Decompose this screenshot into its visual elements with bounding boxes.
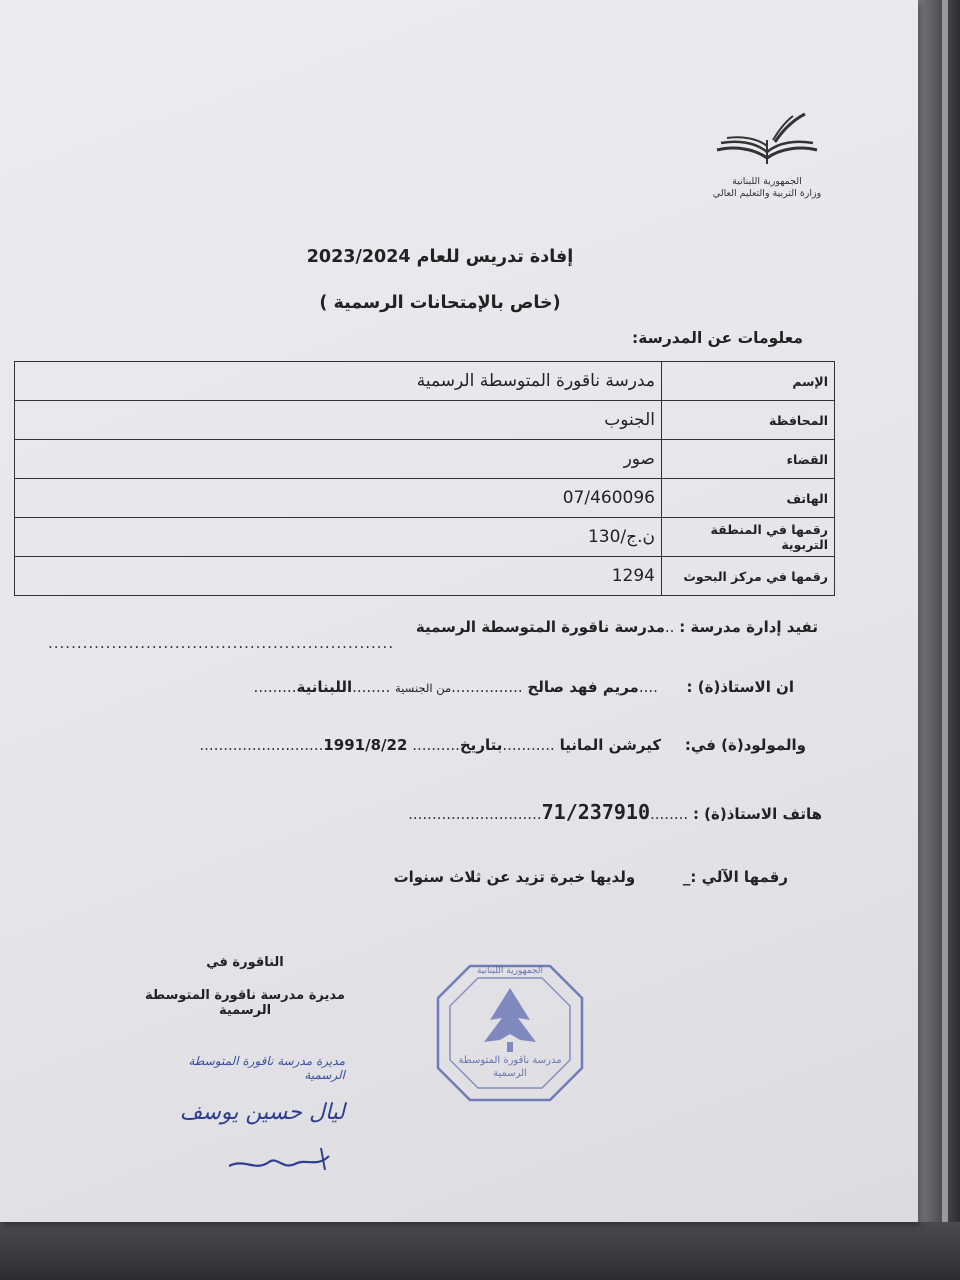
row-value: الجنوب [15,401,662,440]
birth-place: كيرشن المانيا [559,736,662,754]
row-value: مدرسة ناقورة المتوسطة الرسمية [15,362,662,401]
row-label: القضاء [662,440,835,479]
document-subtitle: (خاص بالإمتحانات الرسمية ) [319,293,561,313]
birth-line: والمولود(ة) في: كيرشن المانيا ...........بتاريخ.......... 1991/8/22.......................... [199,736,806,754]
cedar-seal-icon [430,958,590,1108]
phone-line: هاتف الاستاذ(ة) : ........71/237910............................ [408,800,822,824]
principal-signature [145,1090,345,1185]
teacher-name: مريم فهد صالح [527,678,639,696]
signature-scribble-icon [225,1144,335,1180]
ministry-name: وزارة التربية والتعليم العالي [712,188,822,199]
principal-stamp-text: مديرة مدرسة ناقورة المتوسطة الرسمية [188,1054,345,1082]
republic-name: الجمهورية اللبنانية [732,176,802,187]
school-line-label: تفيد إدارة مدرسة : [679,618,818,636]
row-value: 07/460096 [15,479,662,518]
row-value: صور [15,440,662,479]
school-line-dots: ............................................................ [48,634,395,652]
table-row [15,557,835,596]
school-line-value: مدرسة ناقورة المتوسطة الرسمية [415,618,665,636]
row-label: الهاتف [662,479,835,518]
school-info-table [14,361,835,596]
birth-line-label: والمولود(ة) في: [684,736,806,754]
teacher-line-label: ان الاستاذ(ة) : [686,678,794,696]
table-row [15,440,835,479]
experience-text: ولديها خبرة تزيد عن ثلاث سنوات [393,868,636,886]
school-seal [430,958,590,1108]
table-row [15,479,835,518]
auto-number-label: رقمها الآلي :_ [682,868,788,886]
school-line: تفيد إدارة مدرسة : ..مدرسة ناقورة المتوسطة الرسمية [415,618,818,636]
seal-top-text: الجمهورية اللبنانية [476,966,544,976]
birth-date-label: بتاريخ [459,736,503,754]
table-row [15,401,835,440]
nationality-label: من الجنسية [395,681,452,695]
row-label: رقمها في المنطقة التربوية [662,518,835,557]
teacher-line: ان الاستاذ(ة) : ....مريم فهد صالح ...............من الجنسية ........اللبنانية......... [253,678,794,696]
document-title: إفادة تدريس للعام 2023/2024 [306,247,574,267]
background-floor [0,1222,960,1280]
row-label: الإسم [662,362,835,401]
open-book-logo-icon [713,112,821,174]
signature-place: الناقورة في [206,955,284,970]
table-row [15,518,835,557]
auto-number-line [394,868,788,886]
teacher-phone: 71/237910 [541,800,650,824]
row-label: المحافظة [662,401,835,440]
ministry-logo [712,112,822,212]
table-row [15,362,835,401]
phone-line-label: هاتف الاستاذ(ة) : [692,805,822,823]
row-value: 1294 [15,557,662,596]
birth-date: 1991/8/22 [323,736,408,754]
section-heading: معلومات عن المدرسة: [632,329,803,347]
principal-name: ليال حسين يوسف [179,1100,345,1125]
signature-block [120,955,370,1018]
signature-title: مديرة مدرسة ناقورة المتوسطة الرسمية [145,988,345,1018]
seal-center-text: مدرسة ناقورة المتوسطة الرسمية [458,1055,562,1079]
nationality-value: اللبنانية [296,678,353,696]
row-value: ن.ج/130 [15,518,662,557]
row-label: رقمها في مركز البحوث [662,557,835,596]
